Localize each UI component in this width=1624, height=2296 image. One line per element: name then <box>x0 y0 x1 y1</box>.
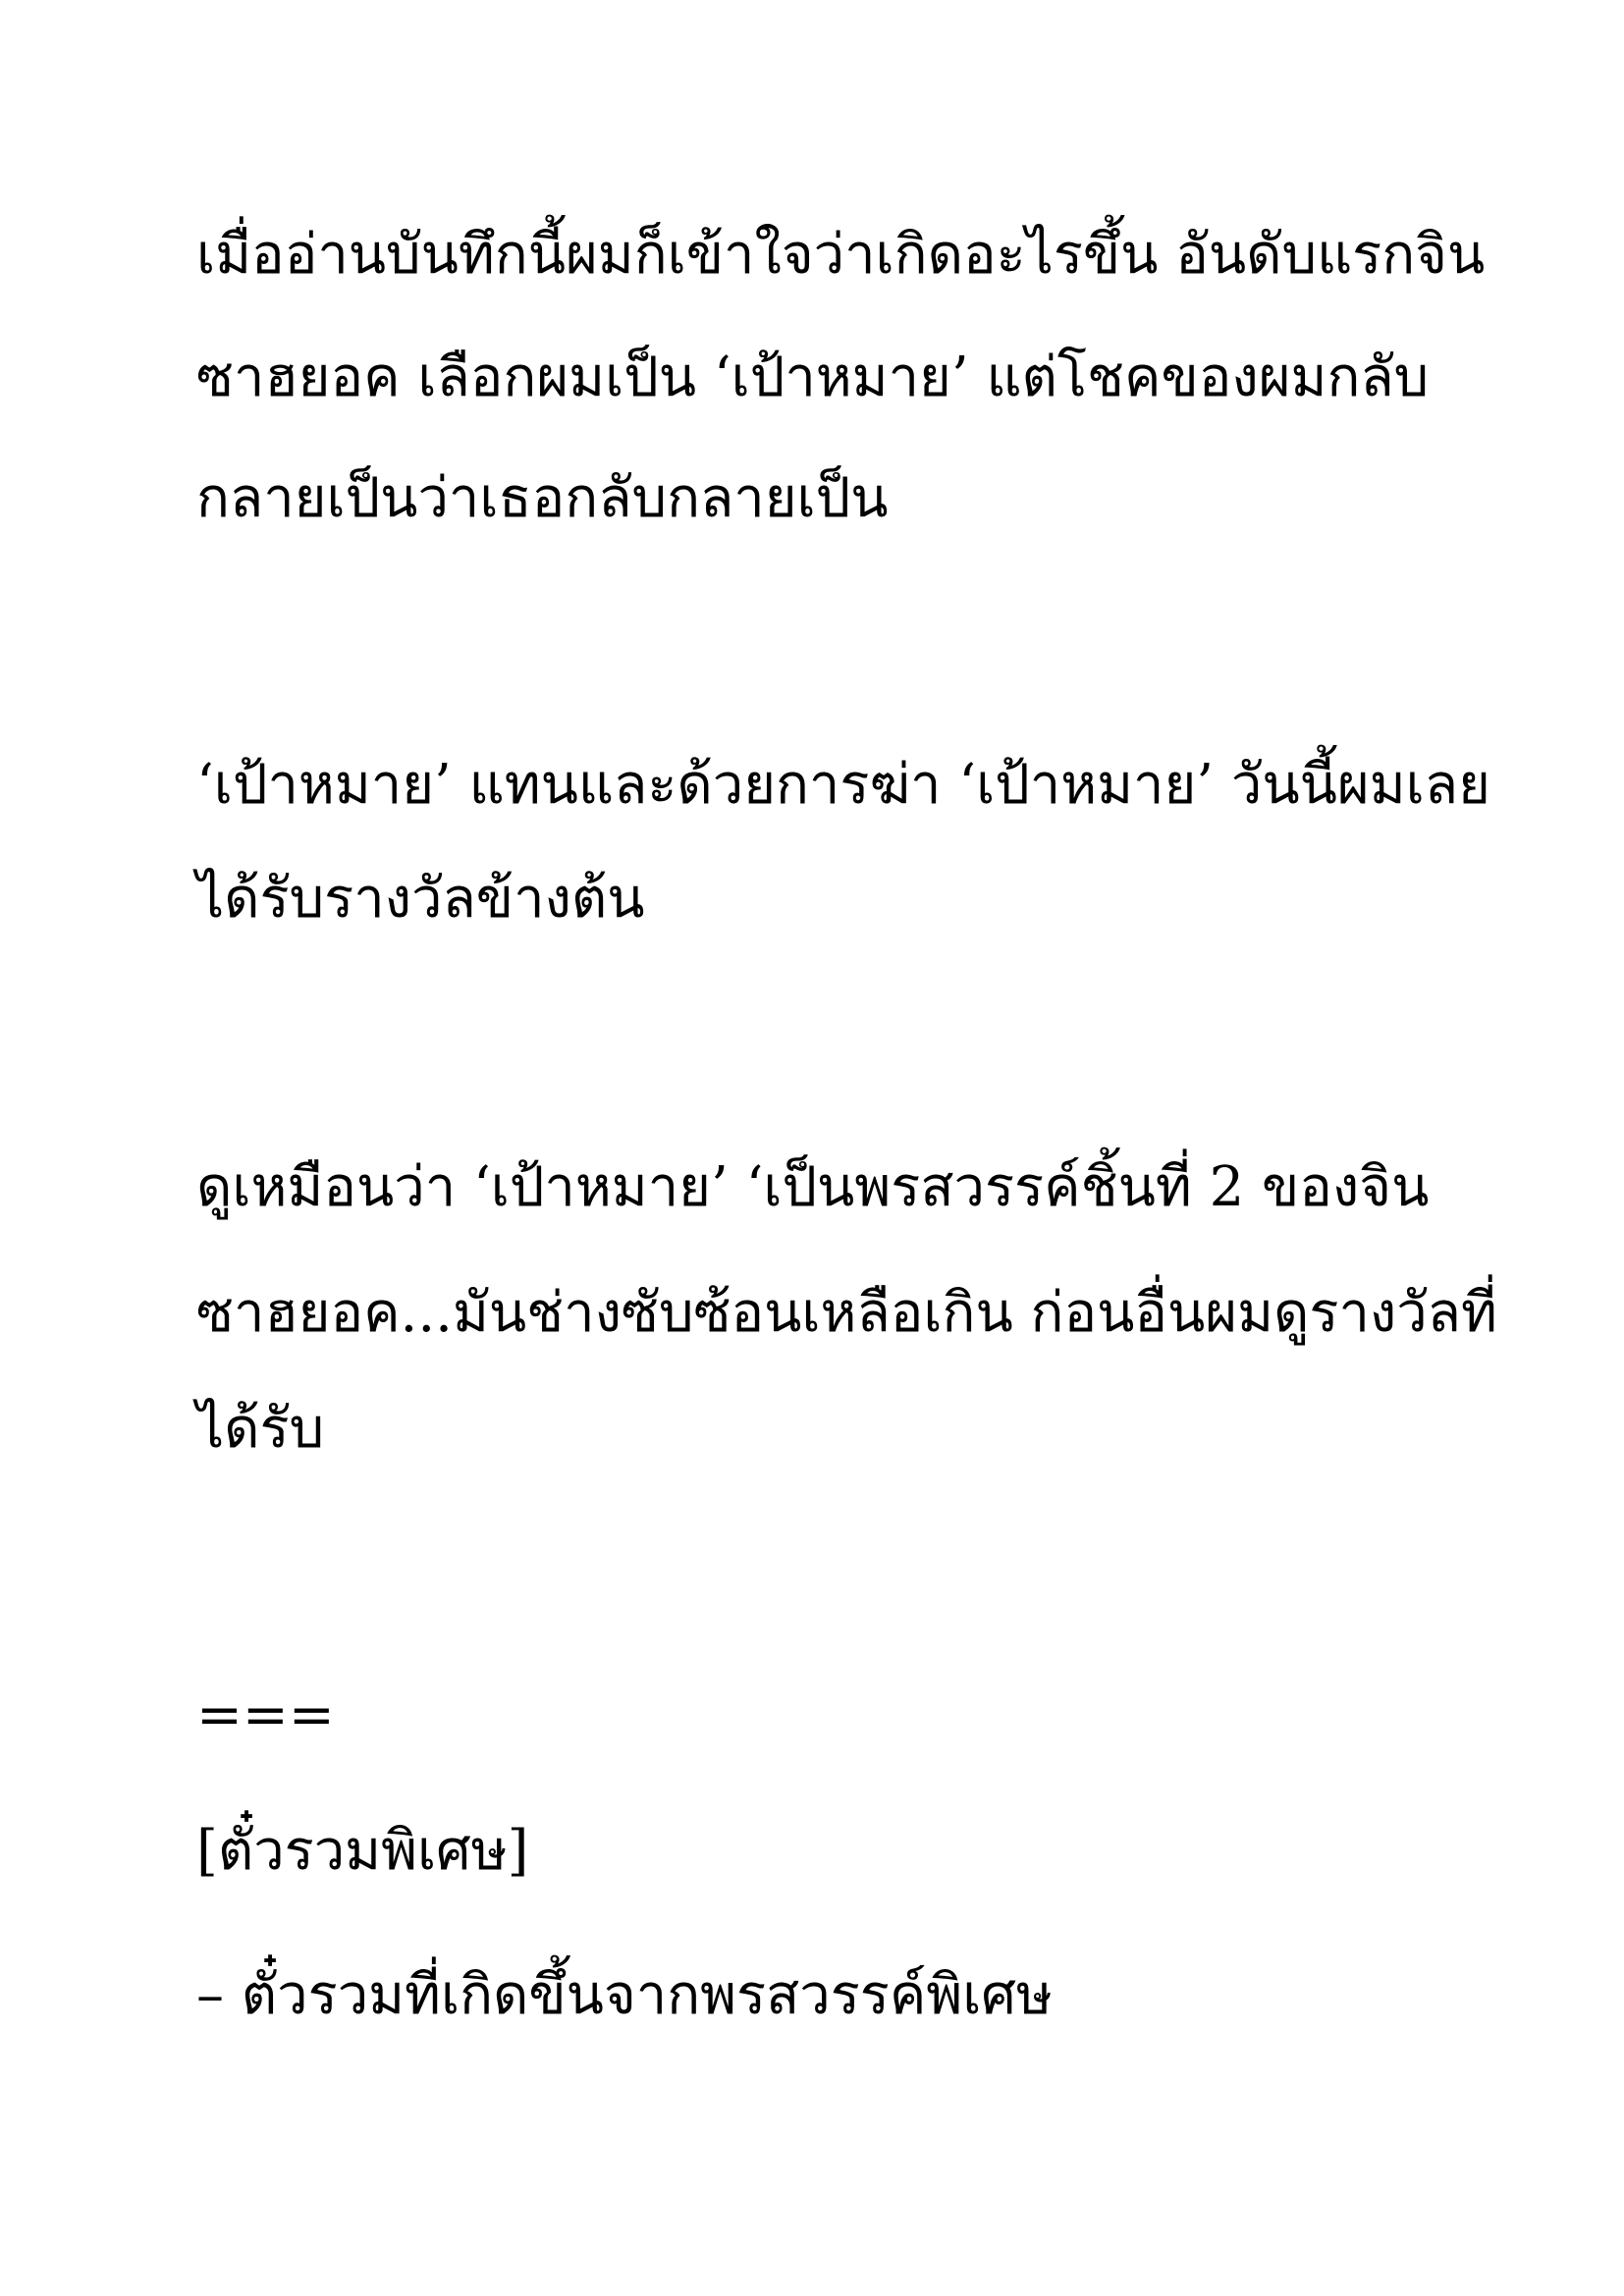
paragraph-1-line-2: ซาฮยอค เลือกผมเป็น ‘เป้าหมาย’ แต่โชคของผมกลับ <box>196 346 1430 409</box>
paragraph-3-line-2: ซาฮยอค...มันช่างซับซ้อนเหลือเกิน ก่อนอื่นผมดูรางวัลที่ <box>196 1281 1497 1345</box>
paragraph-2-line-1: ‘เป้าหมาย’ แทนและด้วยการฆ่า ‘เป้าหมาย’ วันนี้ผมเลย <box>196 753 1490 817</box>
section-title: [ตั๋วรวมพิเศษ] <box>196 1819 529 1883</box>
section-item: – ตั๋วรวมที่เกิดขึ้นจากพรสวรรค์พิเศษ <box>196 1963 1053 2027</box>
paragraph-1-line-1: เมื่ออ่านบันทึกนี้ผมก็เข้าใจว่าเกิดอะไรขึ้น อันดับแรกจิน <box>196 223 1486 287</box>
paragraph-3-line-1: ดูเหมือนว่า ‘เป้าหมาย’ ‘เป็นพรสวรรค์ชิ้นที่ 2 ของจิน <box>196 1155 1430 1219</box>
paragraph-1-line-3: กลายเป็นว่าเธอกลับกลายเป็น <box>196 466 889 530</box>
paragraph-3-line-3: ได้รับ <box>196 1397 325 1461</box>
section-separator: === <box>196 1683 335 1747</box>
paragraph-2-line-2: ได้รับรางวัลข้างต้น <box>196 867 645 931</box>
